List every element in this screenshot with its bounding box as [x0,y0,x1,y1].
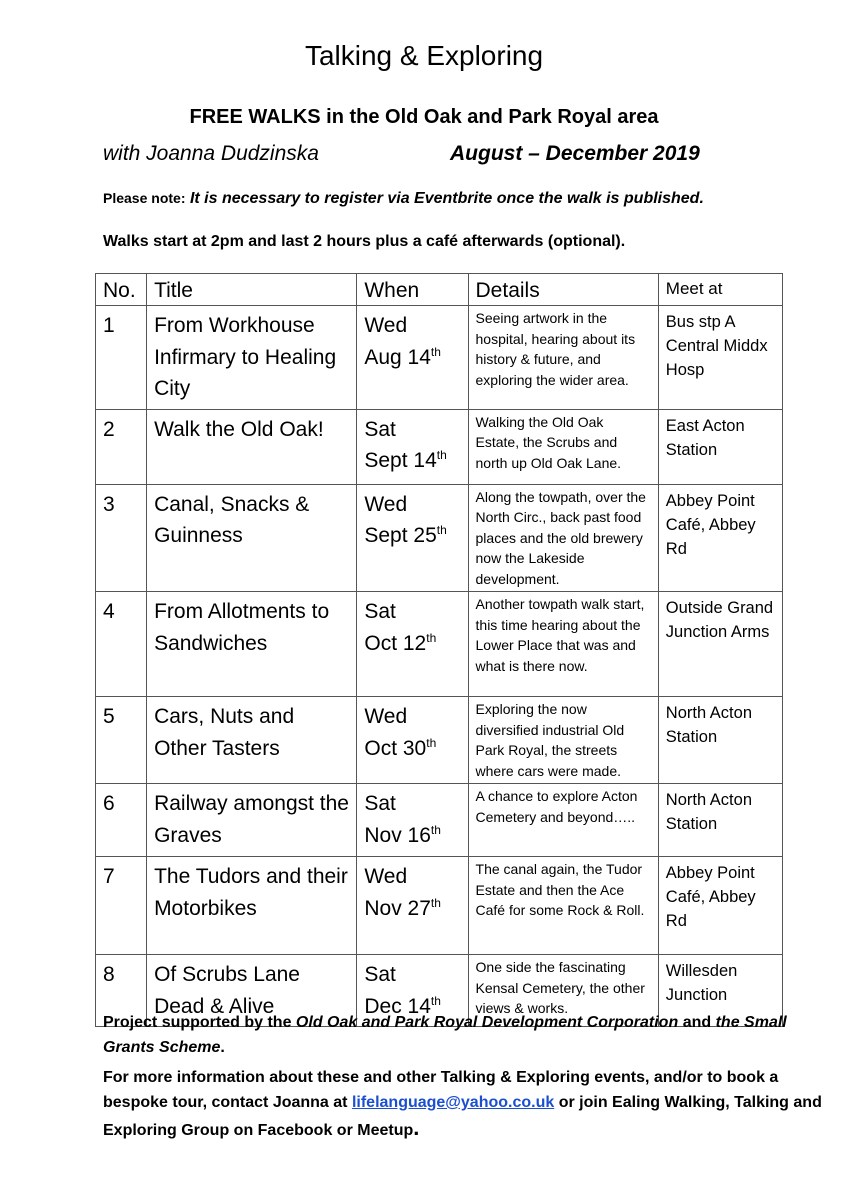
cell-details: A chance to explore Acton Cemetery and beyond….. [468,784,658,857]
cell-no: 7 [96,857,147,955]
table-row [96,592,783,697]
cell-meet: Bus stp A Central Middx Hosp [658,306,782,410]
cell-meet: North Acton Station [658,784,782,857]
cell-no: 1 [96,306,147,410]
cell-title: From Workhouse Infirmary to Healing City [147,306,357,410]
cell-meet: North Acton Station [658,697,782,784]
cell-title: From Allotments to Sandwiches [147,592,357,697]
cell-meet: Willesden Junction [658,955,782,1027]
start-info: Walks start at 2pm and last 2 hours plus a café afterwards (optional). [103,233,626,250]
final-dot: . [413,1115,420,1140]
table-row [96,306,783,410]
cell-when: Sat Oct 12th [357,592,468,697]
cell-details: Along the towpath, over the North Circ., back past food places and the old brewery now the Lakeside development. [468,484,658,592]
table-row [96,857,783,955]
table-row [96,484,783,592]
registration-note [103,190,704,208]
cell-when: Sat Dec 14th [357,955,468,1027]
cell-meet: Outside Grand Junction Arms [658,592,782,697]
support-lead: Project supported by the [103,1014,292,1031]
page-subtitle: FREE WALKS in the Old Oak and Park Royal area [189,106,659,128]
table-header-row [96,274,783,306]
cell-no: 2 [96,409,147,484]
contact-info [103,1065,823,1143]
cell-title: Of Scrubs Lane Dead & Alive [147,955,357,1027]
cell-details: Seeing artwork in the hospital, hearing about its history & future, and exploring the wider area. [468,306,658,410]
cell-no: 5 [96,697,147,784]
cell-title: The Tudors and their Motorbikes [147,857,357,955]
cell-when: Wed Oct 30th [357,697,468,784]
cell-when: Sat Nov 16th [357,784,468,857]
support-end: . [220,1039,225,1056]
support-and: and [682,1014,712,1031]
header-when: When [357,274,468,306]
cell-no: 3 [96,484,147,592]
cell-title: Canal, Snacks & Guinness [147,484,357,592]
info-end: or join Ealing Walking, Talking and Exploring Group on Facebook or Meetup [103,1094,822,1139]
cell-title: Cars, Nuts and Other Tasters [147,697,357,784]
info-text: For more information about these and other Talking & Exploring events, and/or to book a bespoke tour, contact Joanna at [103,1069,779,1111]
cell-title: Railway amongst the Graves [147,784,357,857]
table-row [96,409,783,484]
cell-meet: Abbey Point Café, Abbey Rd [658,857,782,955]
cell-details: Exploring the now diversified industrial Old Park Royal, the streets where cars were made. [468,697,658,784]
note-message: It is necessary to register via Eventbrite once the walk is published. [189,190,704,207]
cell-details: Walking the Old Oak Estate, the Scrubs and north up Old Oak Lane. [468,409,658,484]
cell-when: Wed Sept 25th [357,484,468,592]
support-scheme: the Small Grants Scheme [103,1014,787,1056]
cell-meet: Abbey Point Café, Abbey Rd [658,484,782,592]
header-no: No. [96,274,147,306]
cell-when: Wed Aug 14th [357,306,468,410]
cell-details: Another towpath walk start, this time hearing about the Lower Place that was and what is there now. [468,592,658,697]
table-row [96,784,783,857]
cell-no: 4 [96,592,147,697]
date-range: August – December 2019 [450,142,700,165]
support-statement [103,1010,803,1060]
cell-no: 8 [96,955,147,1027]
cell-when: Wed Nov 27th [357,857,468,955]
cell-details: One side the fascinating Kensal Cemetery, the other views & works. [468,955,658,1027]
cell-title: Walk the Old Oak! [147,409,357,484]
email-link[interactable]: lifelanguage@yahoo.co.uk [351,1094,555,1111]
header-details: Details [468,274,658,306]
walks-table [95,273,783,1027]
table-row [96,697,783,784]
cell-details: The canal again, the Tudor Estate and then the Ace Café for some Rock & Roll. [468,857,658,955]
cell-no: 6 [96,784,147,857]
cell-meet: East Acton Station [658,409,782,484]
page-title: Talking & Exploring [304,40,544,71]
header-title: Title [147,274,357,306]
byline: with Joanna Dudzinska [103,142,319,165]
header-meet: Meet at [658,274,782,306]
cell-when: Sat Sept 14th [357,409,468,484]
note-lead: Please note: [103,190,186,206]
support-org: Old Oak and Park Royal Development Corporation [295,1014,679,1031]
